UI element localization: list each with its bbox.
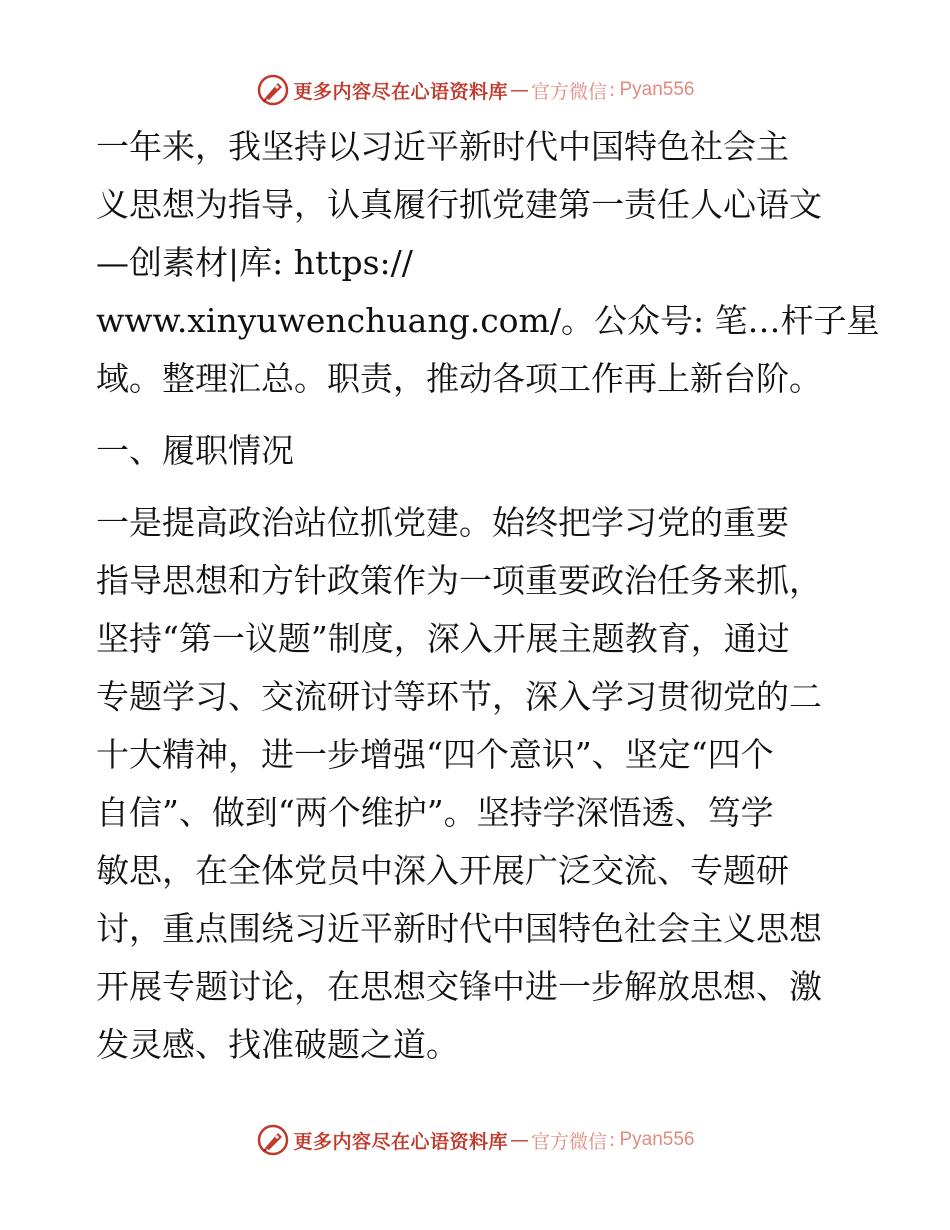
pen-nib-logo-icon [256,1123,290,1157]
paragraph-line: 十大精神，进一步增强“四个意识”、坚定“四个 [96,735,774,774]
paragraph-line: 一是提高政治站位抓党建。始终把学习党的重要 [96,503,789,542]
paragraph-line: 一年来，我坚持以习近平新时代中国特色社会主 [96,127,789,166]
paragraph-line: 指导思想和方针政策作为一项重要政治任务来抓， [96,561,822,600]
paragraph-line: 义思想为指导，认真履行抓党建第一责任人心语文 [96,185,822,224]
document-body [96,118,880,1074]
footer-site-name: 更多内容尽在心语资料库 [293,1130,509,1153]
header-dash: — [510,79,530,101]
footer-wechat-label: 官方微信 [531,1130,608,1153]
header-watermark [0,70,950,110]
footer-dash: — [510,1129,530,1151]
paragraph-line: 专题学习、交流研讨等环节，深入学习贯彻党的二 [96,677,822,716]
paragraph-line: 自信”、做到“两个维护”。坚持学深悟透、笃学 [96,793,774,832]
header-colon: : [609,79,616,101]
paragraph-line: 域。整理汇总。职责，推动各项工作再上新台阶。 [96,359,822,398]
footer-wechat-id: Pyan556 [619,1129,695,1150]
pen-nib-logo-icon [256,73,290,107]
paragraph-line: 开展专题讨论，在思想交锋中进一步解放思想、激 [96,967,822,1006]
paragraph-line: 敏思，在全体党员中深入开展广泛交流、专题研 [96,851,789,890]
paragraph-line: 讨，重点围绕习近平新时代中国特色社会主义思想 [96,909,822,948]
paragraph-line: www.xinyuwenchuang.com/。公众号: 笔…杆子星 [96,301,880,340]
section-heading: 一、履职情况 [96,431,294,470]
paragraph-line: 坚持“第一议题”制度，深入开展主题教育，通过 [96,619,790,658]
paragraph-line: —创素材|库: https:// [96,243,413,282]
header-site-name: 更多内容尽在心语资料库 [293,80,509,103]
footer-colon: : [609,1129,616,1151]
header-wechat-label: 官方微信 [531,80,608,103]
paragraph-line: 发灵感、找准破题之道。 [96,1025,459,1064]
header-wechat-id: Pyan556 [619,79,695,100]
footer-watermark [0,1120,950,1160]
